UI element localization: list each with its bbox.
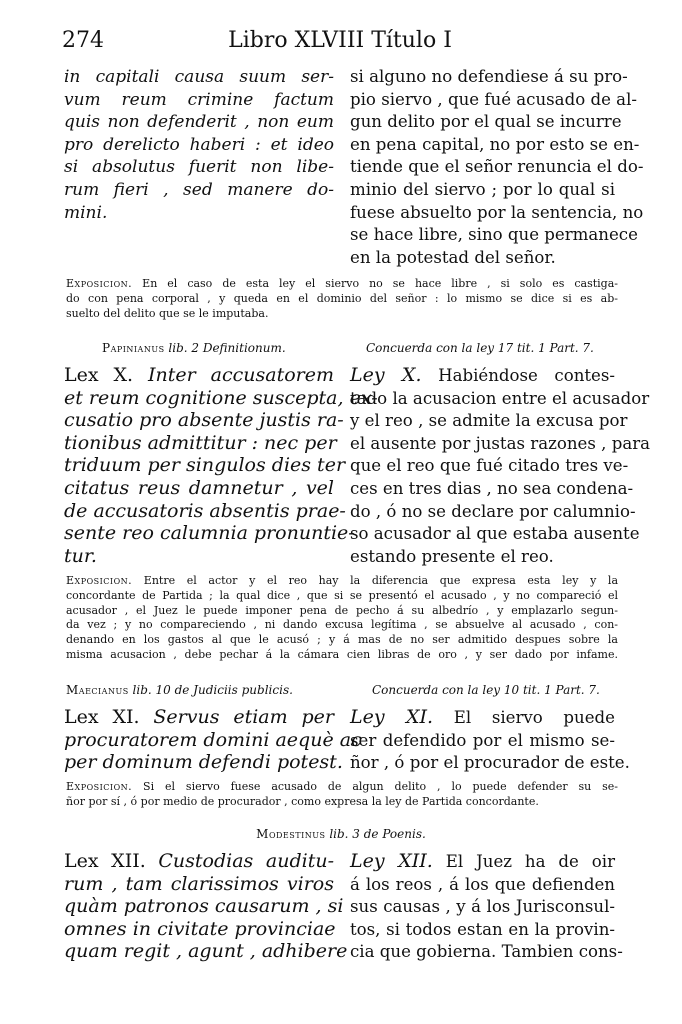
source-name: Papinianus [102, 341, 165, 355]
spanish-line: en pena capital, no por esto se en- [350, 134, 640, 154]
spanish-line: en la potestad del señor. [350, 247, 556, 267]
latin-line: citatus reus damnetur , vel [64, 476, 334, 499]
latin-line: rum fieri , sed manere do- [64, 179, 334, 200]
latin-line: quam regit , agunt , adhibere [64, 940, 348, 963]
spanish-line: estando presente el reo. [350, 546, 554, 566]
running-title: Libro XLVIII Título I [228, 28, 452, 53]
exposicion-1 [66, 277, 618, 321]
exposicion-label: Exposicion. [66, 277, 133, 290]
spanish-line: ser defendido por el mismo se- [350, 730, 615, 750]
ley-label: Ley XII. [350, 850, 433, 872]
exposicion-line: concordante de Partida ; la qual dice , que si se presentó el acusado , y no compareció el [66, 588, 618, 602]
latin-line: rum , tam clarissimos viros [64, 872, 334, 895]
latin-line: vum reum crimine factum [64, 89, 334, 110]
latin-line: quàm patronos causarum , si [64, 895, 344, 918]
source-ref: lib. 10 de Judiciis publicis. [132, 683, 293, 697]
latin-line: tionibus admittitur : nec per [64, 431, 337, 454]
exposicion-label: Exposicion. [66, 574, 133, 587]
lex-label: Lex X. [64, 364, 134, 386]
latin-text-2 [64, 364, 378, 567]
exposicion-line: acusador , el Juez le puede imponer pena de pecho á su albedrío , y emplazarlo segun- [66, 603, 618, 617]
latin-line: si absolutus fuerit non libe- [64, 157, 334, 178]
concordance-3: Concuerda con la ley 10 tit. 1 Part. 7. [372, 683, 600, 697]
spanish-line: ces en tres dias , no sea condena- [350, 478, 634, 498]
latin-line: cusatio pro absente justis ra- [64, 409, 344, 432]
source-ref: lib. 3 de Poenis. [329, 827, 426, 841]
spanish-line: El siervo puede [453, 708, 615, 727]
latin-line: de accusatoris absentis prae- [64, 499, 346, 522]
spanish-line: tos, si todos estan en la provin- [350, 919, 615, 939]
latin-line: et reum cognitione suscepta, ex- [64, 386, 378, 409]
source-rubric-4 [0, 826, 682, 842]
spanish-text-3 [350, 706, 630, 775]
source-rubric-3 [66, 682, 293, 698]
latin-line: quis non defenderit , non eum [64, 112, 334, 133]
lex-label: Lex XI. [64, 706, 140, 728]
latin-text-1 [64, 66, 334, 224]
spanish-line: el ausente por justas razones , para [350, 433, 651, 453]
latin-line: per dominum defendi potest. [64, 751, 343, 774]
latin-text-3 [64, 706, 362, 774]
latin-text-4 [64, 850, 348, 963]
latin-line: Servus etiam per [153, 706, 335, 728]
spanish-line: tiende que el señor renuncia el do- [350, 157, 644, 177]
spanish-line: y el reo , se admite la excusa por [350, 411, 628, 431]
spanish-line: gun delito por el qual se incurre [350, 112, 622, 132]
latin-line: procuratorem domini aequè ac [64, 728, 362, 751]
lex-label: Lex XII. [64, 850, 146, 872]
spanish-line: se hace libre, sino que permanece [350, 225, 638, 245]
source-ref: lib. 2 Definitionum. [168, 341, 286, 355]
latin-line: mini. [64, 202, 108, 223]
page-number: 274 [62, 28, 104, 53]
exposicion-3 [66, 780, 618, 810]
source-name: Maecianus [66, 683, 129, 697]
spanish-line: so acusador al que estaba ausente [350, 524, 640, 544]
latin-line: Custodias auditu- [158, 850, 334, 872]
exposicion-2 [66, 574, 618, 663]
latin-line: pro derelicto haberi : et ideo [64, 134, 334, 155]
spanish-line: Habiéndose contes- [438, 366, 616, 385]
page-header [62, 28, 618, 58]
spanish-text-1 [350, 66, 644, 269]
latin-line: sente reo calumnia pronuntie- [64, 522, 355, 545]
exposicion-line: Si el siervo fuese acusado de algun delito , lo puede defender su se- [132, 780, 618, 793]
spanish-line: do , ó no se declare por calumnio- [350, 501, 636, 521]
spanish-line: que el reo que fué citado tres ve- [350, 456, 629, 476]
spanish-line: sus causas , y á los Jurisconsul- [350, 897, 615, 917]
exposicion-label: Exposicion. [66, 780, 133, 793]
spanish-line: cia que gobierna. Tambien cons- [350, 942, 623, 962]
spanish-line: á los reos , á los que defienden [350, 874, 615, 894]
latin-line: Inter accusatorem [148, 364, 334, 386]
spanish-line: ñor , ó por el procurador de este. [350, 753, 630, 773]
spanish-line: minio del siervo ; por lo qual si [350, 179, 615, 199]
spanish-text-2 [350, 364, 651, 568]
spanish-line: tado la acusacion entre el acusador [350, 388, 650, 408]
ley-label: Ley XI. [350, 706, 434, 728]
latin-line: triduum per singulos dies ter [64, 454, 346, 477]
latin-line: omnes in civitate provinciae [64, 917, 336, 940]
source-rubric-2 [102, 340, 286, 356]
spanish-line: fuese absuelto por la sentencia, no [350, 202, 644, 222]
latin-line: tur. [64, 544, 97, 567]
ley-label: Ley X. [350, 364, 422, 386]
exposicion-line: misma acusacion , debe pechar á la cámara cien libras de oro , y ser dado por infame. [66, 647, 618, 661]
exposicion-line: En el caso de esta ley el siervo no se hace libre , si solo es castiga- [132, 277, 618, 290]
source-name: Modestinus [256, 827, 326, 841]
latin-line: in capitali causa suum ser- [64, 67, 334, 87]
exposicion-line: suelto del delito que se le imputaba. [66, 306, 269, 320]
exposicion-line: Entre el actor y el reo hay la diferencia que expresa esta ley y la [132, 574, 618, 587]
concordance-2: Concuerda con la ley 17 tit. 1 Part. 7. [366, 341, 594, 355]
spanish-text-4 [350, 850, 623, 964]
spanish-line: El Juez ha de oir [445, 852, 615, 871]
exposicion-line: da vez ; y no compareciendo , ni dando excusa legítima , se absuelve al acusado , con- [66, 618, 618, 632]
spanish-line: pio siervo , que fué acusado de al- [350, 89, 637, 109]
spanish-line: si alguno no defendiese á su pro- [350, 67, 628, 86]
exposicion-line: denando en los gastos al que le acusó ; y á mas de no ser admitido despues sobre la [66, 633, 618, 647]
exposicion-line: do con pena corporal , y queda en el dominio del señor : lo mismo se dice si es ab- [66, 291, 618, 305]
exposicion-line: ñor por sí , ó por medio de procurador , como expresa la ley de Partida concordante. [66, 794, 539, 808]
